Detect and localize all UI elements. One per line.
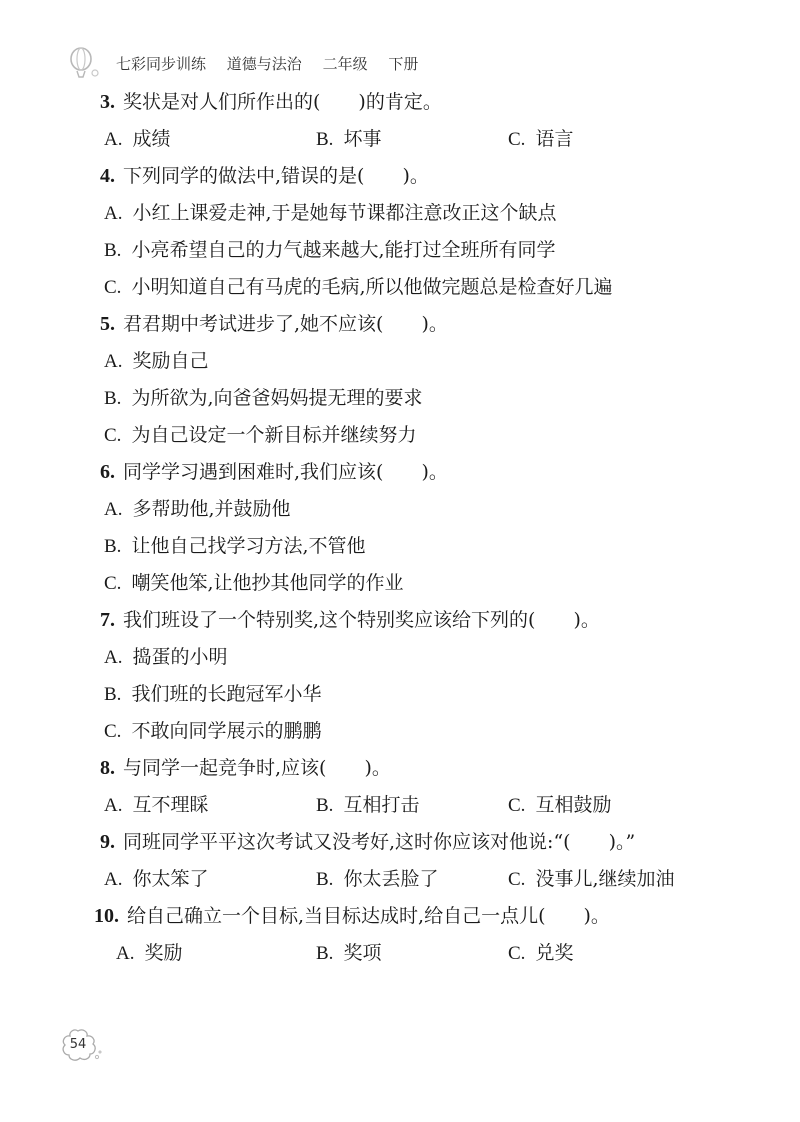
option-a: A. 多帮助他,并鼓励他	[104, 498, 291, 520]
question-number: 8.	[100, 757, 115, 779]
option-c: C. 不敢向同学展示的鹏鹏	[104, 720, 322, 742]
question-number: 6.	[100, 461, 115, 483]
question-4	[100, 158, 760, 195]
question-9	[100, 824, 760, 861]
question-number: 5.	[100, 313, 115, 335]
header-subject: 道德与法治	[226, 54, 302, 73]
question-stem: 奖状是对人们所作出的( )的肯定。	[123, 91, 442, 113]
option-a: A. 成绩	[104, 128, 171, 150]
option-c: C. 语言	[508, 128, 574, 150]
question-stem: 与同学一起竞争时,应该( )。	[123, 757, 391, 779]
question-7	[100, 602, 760, 639]
question-6	[100, 454, 760, 491]
option-c: C. 为自己设定一个新目标并继续努力	[104, 424, 417, 446]
header-series: 七彩同步训练	[116, 54, 207, 73]
options-row	[100, 787, 760, 824]
option-c: C. 互相鼓励	[508, 794, 612, 816]
option-a: A. 你太笨了	[104, 868, 209, 890]
question-number: 3.	[100, 91, 115, 113]
option-b: B. 坏事	[316, 128, 382, 150]
option-b: B. 互相打击	[316, 794, 420, 816]
option-b: B. 奖项	[316, 942, 382, 964]
options-row	[100, 121, 760, 158]
option-a: A. 小红上课爱走神,于是她每节课都注意改正这个缺点	[104, 202, 557, 224]
option-b: B. 小亮希望自己的力气越来越大,能打过全班所有同学	[104, 239, 556, 261]
question-stem: 同班同学平平这次考试又没考好,这时你应该对他说:“( )。”	[123, 831, 636, 853]
question-5	[100, 306, 760, 343]
header-grade: 二年级	[322, 54, 368, 73]
question-number: 9.	[100, 831, 115, 853]
option-c: C. 嘲笑他笨,让他抄其他同学的作业	[104, 572, 404, 594]
question-number: 7.	[100, 609, 115, 631]
question-3	[100, 84, 760, 121]
option-b: B. 让他自己找学习方法,不管他	[104, 535, 366, 557]
question-stem: 同学学习遇到困难时,我们应该( )。	[123, 461, 448, 483]
option-a: A. 捣蛋的小明	[104, 646, 228, 668]
option-c: C. 小明知道自己有马虎的毛病,所以他做完题总是检查好几遍	[104, 276, 613, 298]
header-title	[116, 53, 434, 74]
question-stem: 给自己确立一个目标,当目标达成时,给自己一点儿( )。	[127, 905, 610, 927]
option-c: C. 兑奖	[508, 942, 574, 964]
option-b: B. 我们班的长跑冠军小华	[104, 683, 322, 705]
question-8	[100, 750, 760, 787]
question-10	[94, 898, 760, 935]
option-b: B. 为所欲为,向爸爸妈妈提无理的要求	[104, 387, 423, 409]
option-a: A. 互不理睬	[104, 794, 209, 816]
option-a: A. 奖励	[116, 942, 183, 964]
question-number: 10.	[94, 905, 119, 927]
options-row	[100, 861, 760, 898]
page-number: 54	[69, 1037, 87, 1052]
question-list	[94, 84, 760, 972]
question-stem: 君君期中考试进步了,她不应该( )。	[123, 313, 448, 335]
question-stem: 我们班设了一个特别奖,这个特别奖应该给下列的( )。	[123, 609, 600, 631]
option-c: C. 没事儿,继续加油	[508, 868, 675, 890]
balloon-logo-icon	[66, 46, 102, 80]
option-b: B. 你太丢脸了	[316, 868, 439, 890]
header-volume: 下册	[388, 54, 419, 73]
option-a: A. 奖励自己	[104, 350, 209, 372]
page-header	[66, 46, 434, 80]
question-number: 4.	[100, 165, 115, 187]
options-row	[100, 935, 760, 972]
question-stem: 下列同学的做法中,错误的是( )。	[123, 165, 429, 187]
